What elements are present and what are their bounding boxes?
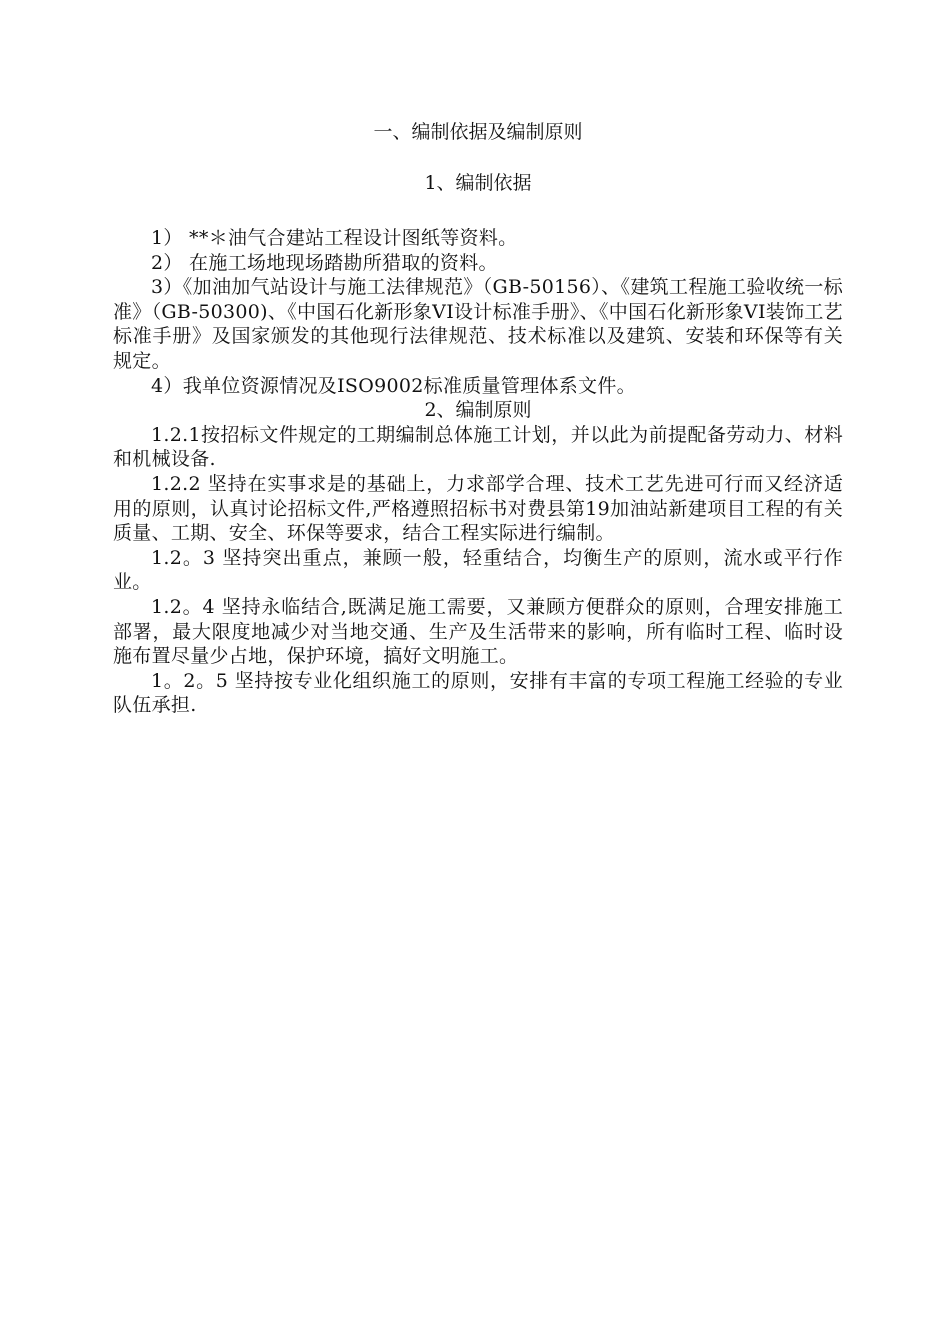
- basis-heading: 1、编制依据: [424, 172, 532, 194]
- principle-item: 1.2。4 坚持永临结合,既满足施工需要，又兼顾方便群众的原则，合理安排施工部署，最大限度地减少对当地交通、生产及生活带来的影响，所有临时工程、临时设施布置尽量少占地，保护环境，搞好文明施工。: [113, 595, 843, 668]
- basis-item: 3）《加油加气站设计与施工法律规范》（GB-50156）、《建筑工程施工验收统一标准》（GB-50300)、《中国石化新形象VI设计标准手册》、《中国石化新形象VI装饰工艺标准手册》及国家颁发的其他现行法律规范、技术标准以及建筑、安装和环保等有关规定。: [113, 276, 843, 372]
- principle-heading: 2、编制原则: [424, 399, 532, 422]
- basis-item: 4）我单位资源情况及ISO9002标准质量管理体系文件。: [151, 374, 636, 397]
- principle-item: 1.2.1按招标文件规定的工期编制总体施工计划，并以此为前提配备劳动力、材料和机械设备.: [113, 423, 843, 471]
- section-title: 一、编制依据及编制原则: [373, 121, 583, 143]
- principle-item: 1.2.2 坚持在实事求是的基础上，力求部学合理、技术工艺先进可行而又经济适用的原则，认真讨论招标文件,严格遵照招标书对费县第19加油站新建项目工程的有关质量、工期、安全、环保等要求，结合工程实际进行编制。: [113, 472, 843, 545]
- basis-item: 2） 在施工场地现场踏勘所猎取的资料。: [151, 251, 498, 274]
- principle-item: 1.2。3 坚持突出重点，兼顾一般，轻重结合，均衡生产的原则，流水或平行作业。: [113, 546, 843, 594]
- document-body: [113, 120, 843, 718]
- basis-item: 1） **＊油气合建站工程设计图纸等资料。: [151, 227, 518, 249]
- principle-item: 1。2。5 坚持按专业化组织施工的原则，安排有丰富的专项工程施工经验的专业队伍承担.: [113, 669, 843, 717]
